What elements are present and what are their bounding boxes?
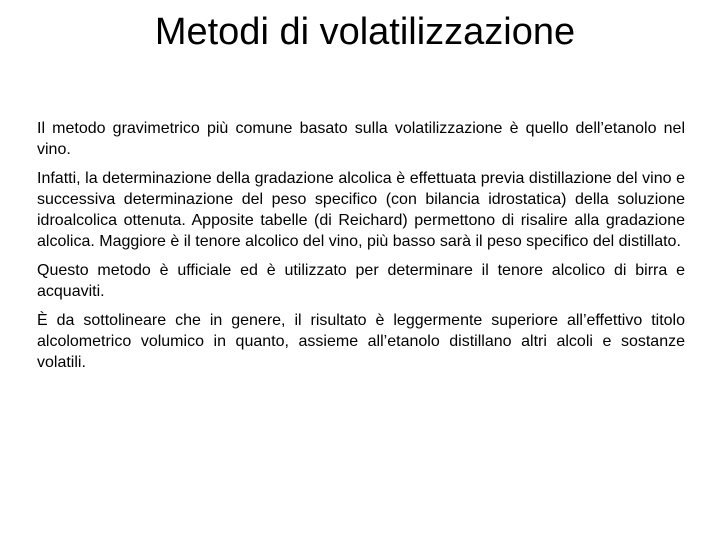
slide-title: Metodi di volatilizzazione xyxy=(154,11,576,53)
paragraph-note: È da sottolineare che in genere, il risultato è leggermente superiore all’effettivo titolo alcolometrico volumico in quanto, assieme all’etanolo distillano altri alcoli e sostanze volatili. xyxy=(37,312,685,371)
paragraph-official-method: Questo metodo è ufficiale ed è utilizzato per determinare il tenore alcolico di birra e acquaviti. xyxy=(37,262,685,300)
paragraph-determination: Infatti, la determinazione della gradazione alcolica è effettuata previa distillazione del vino e successiva determinazione del peso specifico (con bilancia idrostatica) della soluzione idroalcolica ottenuta. Apposite tabelle (di Reichard) permettono di risalire alla gradazione alcolica. Maggiore è il tenore alcolico del vino, più basso sarà il peso specifico del distillato. xyxy=(37,170,685,250)
slide-body xyxy=(37,118,685,381)
paragraph-intro: Il metodo gravimetrico più comune basato sulla volatilizzazione è quello dell’etanolo nel vino. xyxy=(37,120,685,158)
